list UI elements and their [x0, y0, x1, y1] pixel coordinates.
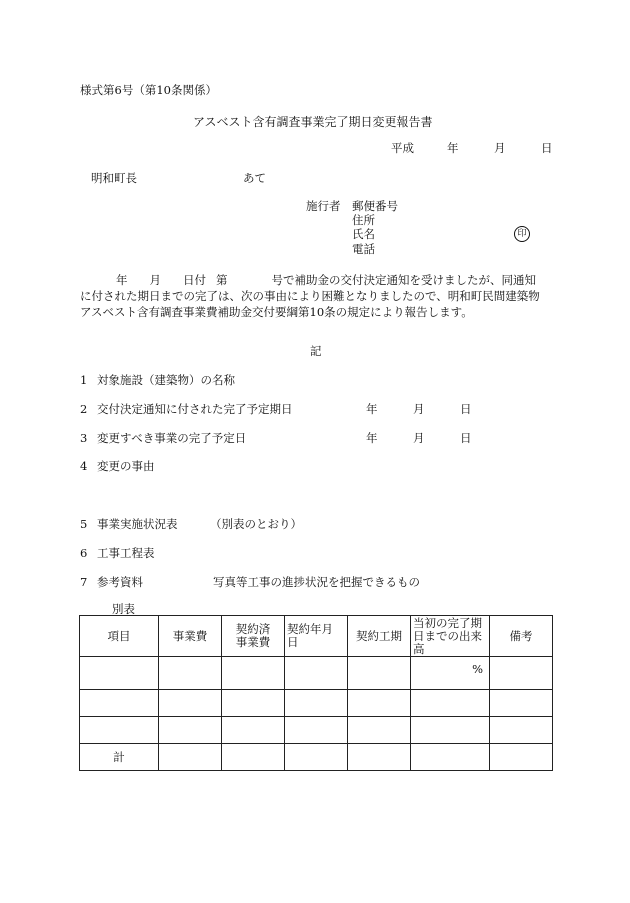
table-cell	[285, 657, 348, 690]
item-6-number: 6	[80, 546, 88, 560]
header-contract-date: 契約年月 日	[285, 616, 348, 657]
seal-mark: 印	[514, 226, 530, 242]
item-2-day: 日	[460, 402, 472, 416]
table-cell	[348, 744, 411, 771]
body-day: 日付	[183, 273, 206, 287]
item-3-year: 年	[366, 431, 378, 445]
item-5-label: 事業実施状況表	[97, 517, 178, 531]
percent-cell: %	[411, 657, 490, 690]
item-6-label: 工事工程表	[97, 546, 155, 560]
table-cell	[159, 717, 222, 744]
applicant-name-label: 氏名	[352, 227, 375, 241]
table-cell	[222, 657, 285, 690]
header-progress: 当初の完了期 日までの出来 高	[411, 616, 490, 657]
form-number: 様式第6号（第10条関係）	[80, 83, 217, 97]
item-2-label: 交付決定通知に付された完了予定期日	[97, 402, 293, 416]
table-cell	[490, 657, 553, 690]
addressee-suffix: あて	[243, 171, 266, 185]
body-paragraph	[80, 272, 555, 320]
item-4-number: 4	[80, 459, 88, 473]
item-1-number: 1	[80, 373, 88, 387]
table-row	[80, 690, 553, 717]
table-cell	[222, 717, 285, 744]
date-month: 月	[494, 141, 506, 155]
header-project-cost: 事業費	[159, 616, 222, 657]
item-7-number: 7	[80, 575, 88, 589]
body-line-2: に付された期日までの完了は、次の事由により困難となりましたので、明和町民間建築物	[80, 289, 540, 303]
body-line-1-rest: 号で補助金の交付決定通知を受けましたが、同通知	[271, 273, 536, 287]
table-cell	[80, 690, 159, 717]
item-2-year: 年	[366, 402, 378, 416]
table-header-row	[80, 616, 553, 657]
table-cell	[80, 657, 159, 690]
table-cell	[348, 690, 411, 717]
table-cell	[285, 744, 348, 771]
header-item: 項目	[80, 616, 159, 657]
ki-heading: 記	[310, 344, 322, 358]
item-3-number: 3	[80, 431, 88, 445]
body-year: 年	[116, 273, 128, 287]
appendix-label: 別表	[112, 602, 135, 616]
progress-table	[79, 615, 553, 771]
item-5-number: 5	[80, 517, 88, 531]
table-cell	[411, 744, 490, 771]
body-no: 第	[216, 273, 228, 287]
item-3-month: 月	[413, 431, 425, 445]
item-2-month: 月	[413, 402, 425, 416]
document-title: アスベスト含有調査事業完了期日変更報告書	[193, 115, 433, 129]
header-contract-period: 契約工期	[348, 616, 411, 657]
date-era: 平成	[391, 141, 414, 155]
table-cell	[348, 657, 411, 690]
table-cell	[159, 744, 222, 771]
item-4-label: 変更の事由	[97, 459, 155, 473]
item-1-label: 対象施設（建築物）の名称	[97, 373, 235, 387]
table-total-row	[80, 744, 553, 771]
applicant-address-label: 住所	[352, 213, 375, 227]
table-cell	[159, 657, 222, 690]
table-cell	[285, 690, 348, 717]
table-cell	[348, 717, 411, 744]
item-7-label: 参考資料	[97, 575, 143, 589]
total-label: 計	[80, 744, 159, 771]
table-cell	[411, 690, 490, 717]
table-cell	[80, 717, 159, 744]
item-3-day: 日	[460, 431, 472, 445]
item-5-note: （別表のとおり）	[210, 517, 302, 531]
body-month: 月	[149, 273, 161, 287]
header-remarks: 備考	[490, 616, 553, 657]
table-cell	[285, 717, 348, 744]
table-row	[80, 657, 553, 690]
item-2-number: 2	[80, 402, 88, 416]
table-cell	[222, 690, 285, 717]
table-cell	[490, 744, 553, 771]
date-year: 年	[447, 141, 459, 155]
item-7-note: 写真等工事の進捗状況を把握できるもの	[213, 575, 420, 589]
applicant-phone-label: 電話	[352, 242, 375, 256]
table-cell	[222, 744, 285, 771]
table-cell	[490, 690, 553, 717]
addressee-name: 明和町長	[91, 171, 137, 185]
table-cell	[490, 717, 553, 744]
header-contracted-cost: 契約済 事業費	[222, 616, 285, 657]
date-day: 日	[541, 141, 553, 155]
body-line-3: アスベスト含有調査事業費補助金交付要綱第10条の規定により報告します。	[80, 305, 473, 319]
table-cell	[411, 717, 490, 744]
table-cell	[159, 690, 222, 717]
body-line-1	[80, 272, 555, 288]
table-row	[80, 717, 553, 744]
applicant-postal-label: 郵便番号	[352, 199, 398, 213]
item-3-label: 変更すべき事業の完了予定日	[97, 431, 247, 445]
applicant-role: 施行者	[306, 199, 341, 213]
